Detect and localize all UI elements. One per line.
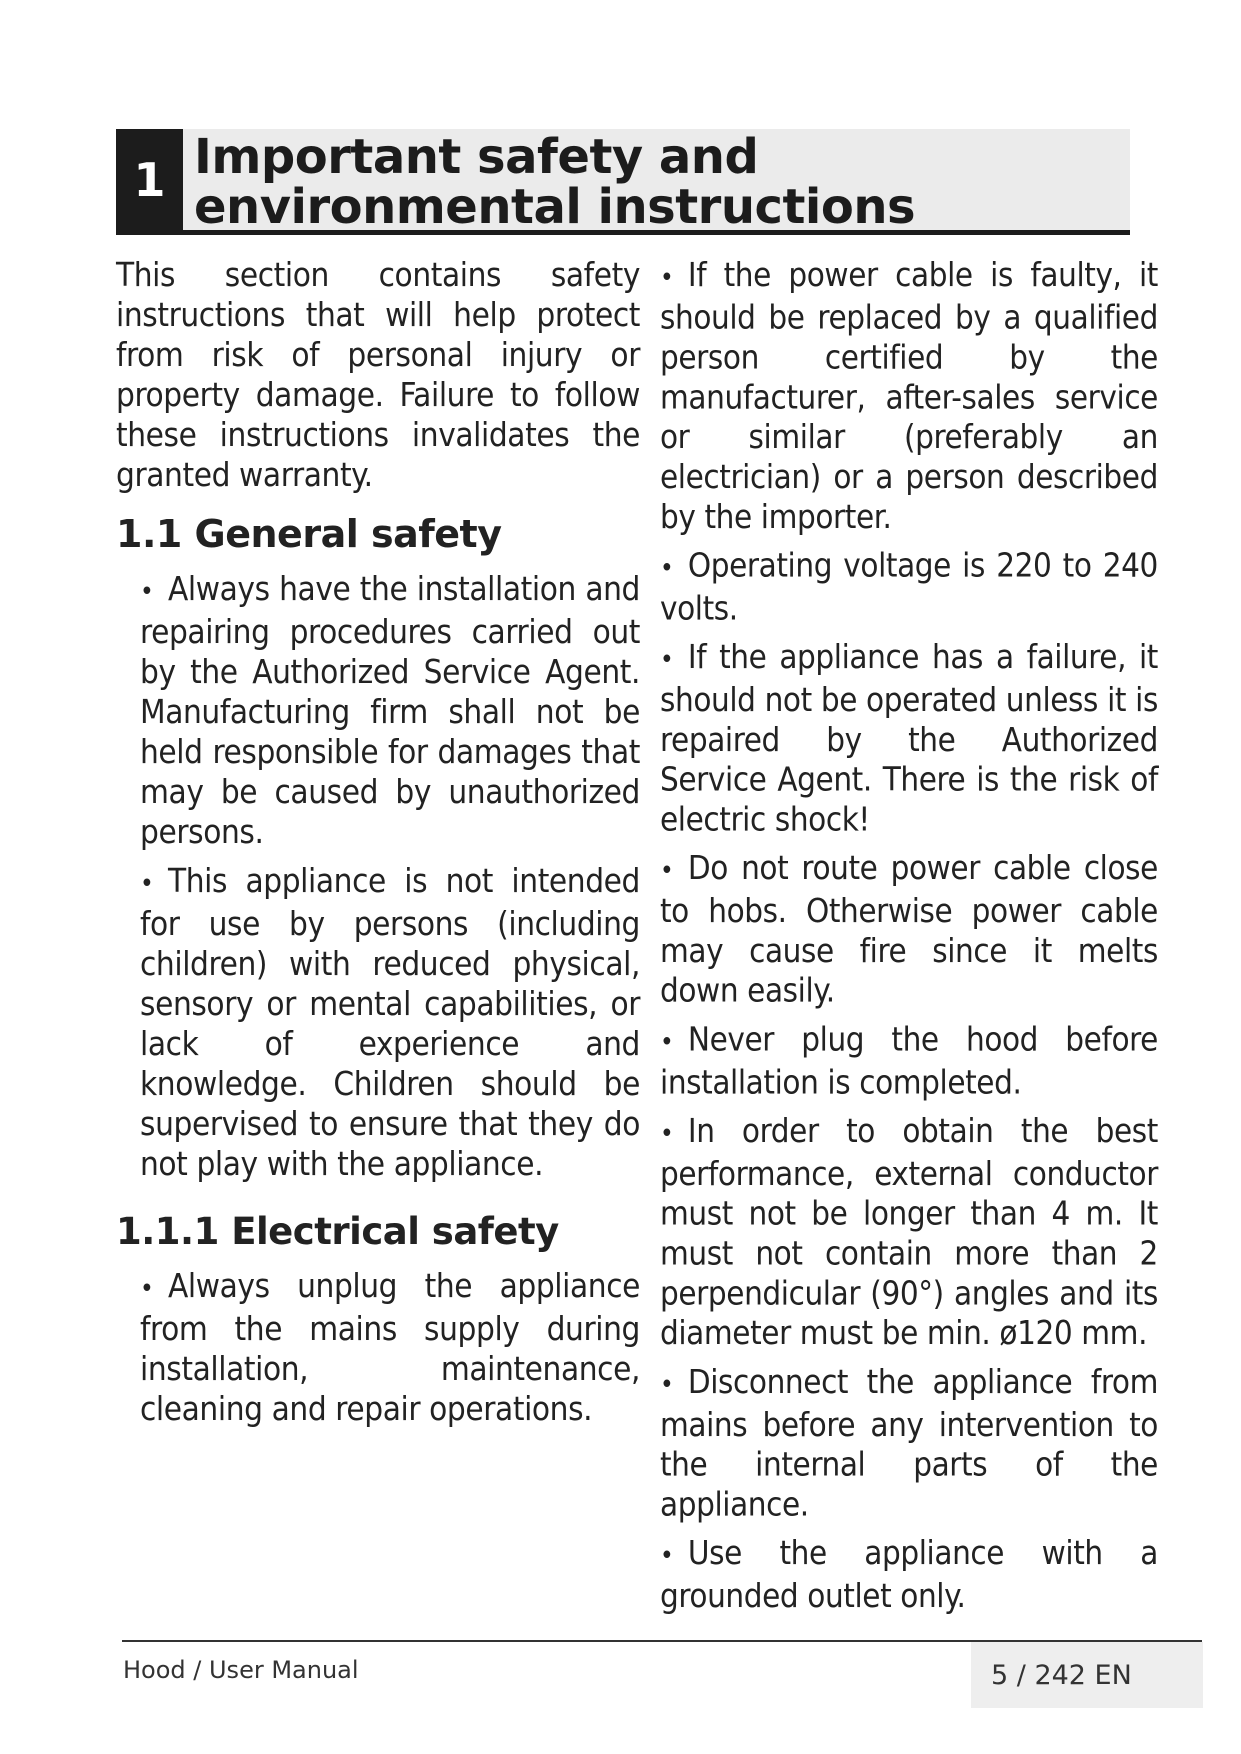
electrical-safety-heading: 1.1.1 Electrical safety	[116, 1210, 559, 1253]
left-column	[116, 255, 640, 1438]
footer-manual-title: Hood / User Manual	[123, 1656, 359, 1684]
bullet-icon: •	[660, 1027, 674, 1058]
bullet-icon: •	[660, 1370, 674, 1400]
section-header	[116, 129, 1130, 235]
electrical-safety-list-left	[116, 1266, 640, 1429]
section-number: 1	[116, 129, 183, 230]
general-safety-heading: 1.1 General safety	[116, 512, 502, 556]
bullet-icon: •	[660, 1541, 674, 1572]
section-title: Important safety and environmental instructions	[194, 129, 916, 235]
bullet-icon: •	[140, 577, 154, 607]
bullet-icon: •	[140, 1274, 154, 1304]
list-item: • This appliance is not intended for use by persons (including children) with reduced physical, sensory or mental capabilities, or lack of experience and knowledge. Children should be supervised to ensure that they do not play with the appliance.	[140, 861, 640, 1183]
bullet-icon: •	[660, 262, 674, 293]
right-column	[660, 255, 1158, 1625]
list-item: • Always unplug the appliance from the mains supply during installation, maintenance, cleaning and repair operations.	[140, 1266, 640, 1428]
list-item: • Do not route power cable close to hobs. Otherwise power cable may cause fire since it melts down easily.	[660, 848, 1158, 1010]
bullet-icon: •	[660, 553, 674, 584]
bullet-icon: •	[660, 856, 674, 887]
bullet-icon: •	[140, 869, 154, 899]
list-item: • Never plug the hood before installation is completed.	[660, 1019, 1158, 1102]
footer-page-number: 5 / 242 EN	[971, 1642, 1203, 1708]
list-item: • Disconnect the appliance from mains before any intervention to the internal parts of the appliance.	[660, 1362, 1158, 1524]
list-item: • Use the appliance with a grounded outlet only.	[660, 1533, 1158, 1615]
list-item: • In order to obtain the best performance, external conductor must not be longer than 4 m. It must not contain more than 2 perpendicular (90°) angles and its diameter must be min. ø120 mm.	[660, 1111, 1158, 1353]
intro-paragraph: This section contains safety instructions that will help protect from risk of personal injury or property damage. Failure to follow these instructions invalidates the granted warranty.	[116, 255, 640, 494]
list-item: • Always have the installation and repairing procedures carried out by the Authorized Service Agent. Manufacturing firm shall not be held responsible for damages that may be caused by unauthorized persons.	[140, 569, 640, 851]
list-item: • Operating voltage is 220 to 240 volts.	[660, 545, 1158, 628]
electrical-safety-list-right	[660, 255, 1158, 1616]
list-item: • If the appliance has a failure, it should not be operated unless it is repaired by the Authorized Service Agent. There is the risk of electric shock!	[660, 637, 1158, 839]
general-safety-list	[116, 569, 640, 1184]
list-item: • If the power cable is faulty, it should be replaced by a qualified person certified by the manufacturer, after-sales service or similar (preferably an electrician) or a person described by the importer.	[660, 255, 1158, 536]
bullet-icon: •	[660, 1119, 674, 1150]
bullet-icon: •	[660, 645, 674, 676]
